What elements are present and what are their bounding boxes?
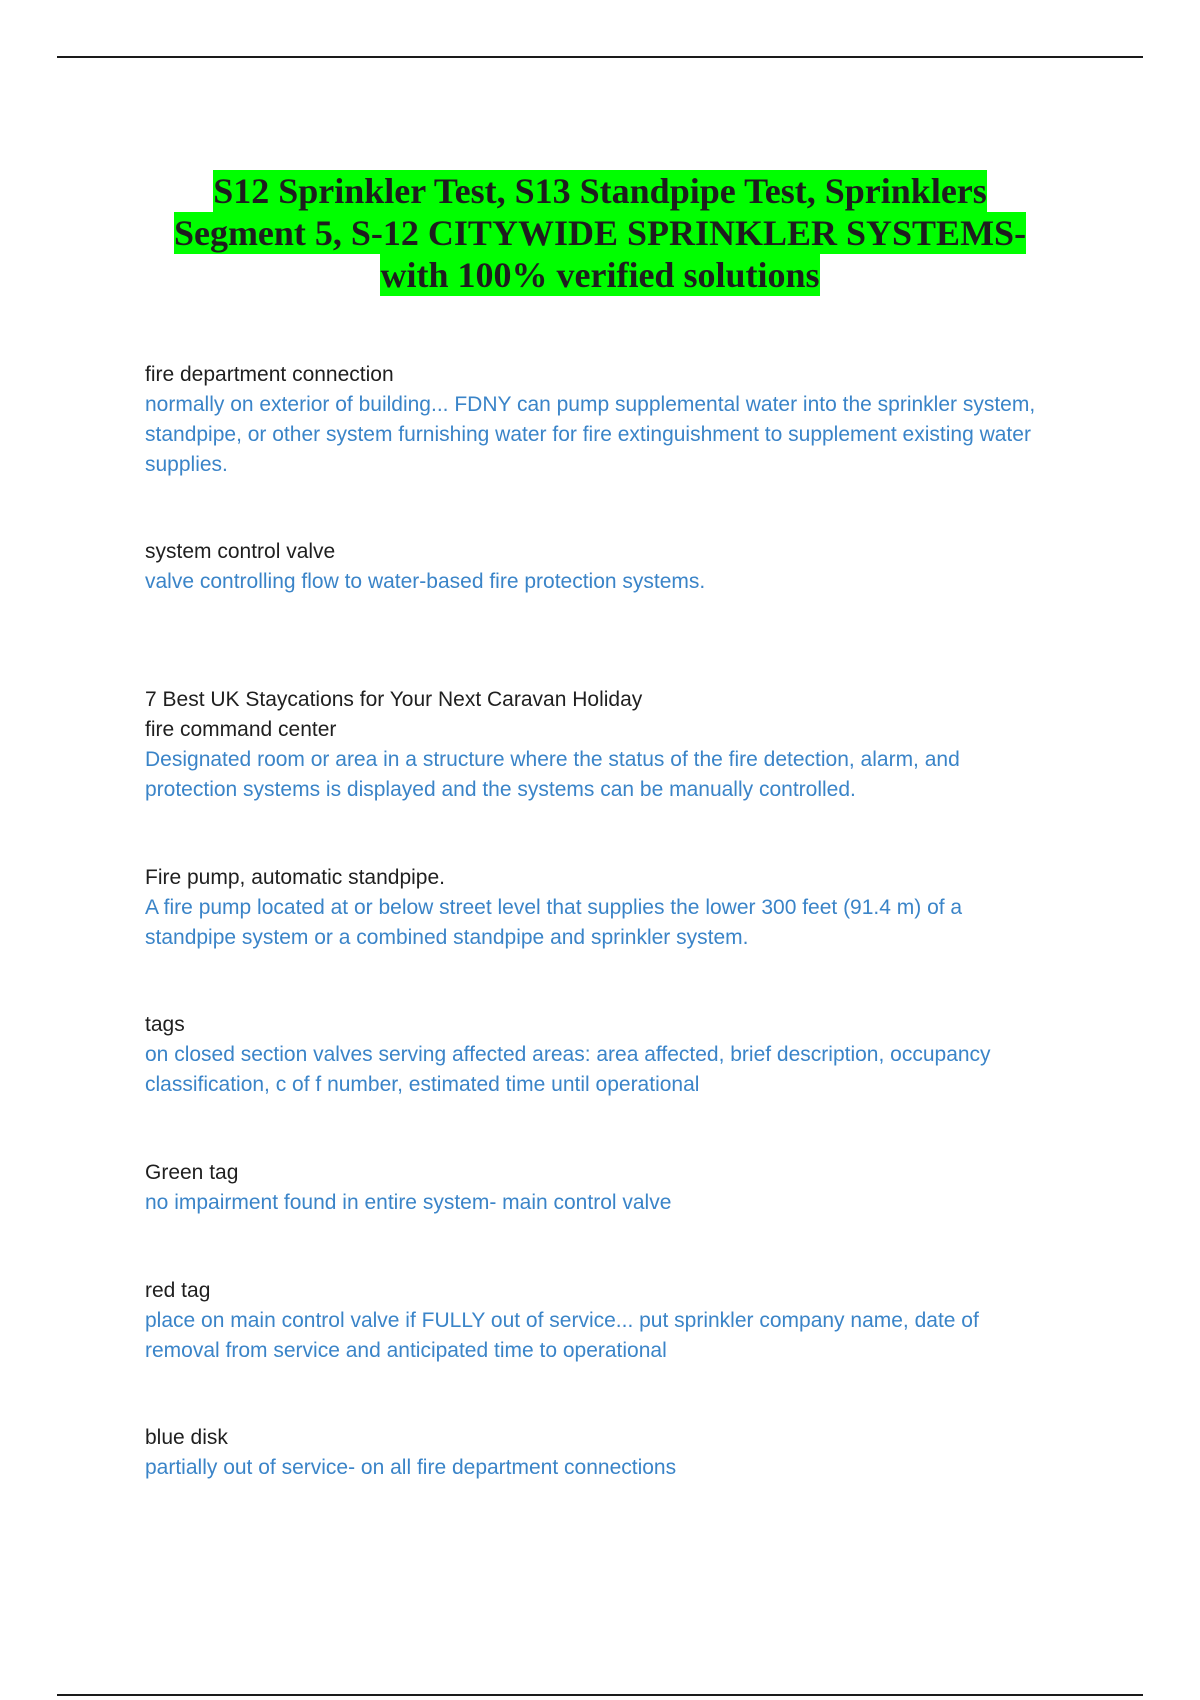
flashcard-definition: partially out of service- on all fire department connections xyxy=(145,1456,677,1479)
flashcard-item xyxy=(145,1158,1045,1218)
title-line-2: Segment 5, S-12 CITYWIDE SPRINKLER SYSTEMS- xyxy=(173,213,1027,253)
flashcard-definition: A fire pump located at or below street level that supplies the lower 300 feet (91.4 m) of a standpipe system or a combined standpipe and sprinkler system. xyxy=(145,896,963,949)
flashcard-definition: no impairment found in entire system- main control valve xyxy=(145,1191,672,1214)
flashcard-term: system control valve xyxy=(145,540,336,563)
document-title xyxy=(120,170,1080,296)
flashcard-term: Green tag xyxy=(145,1161,239,1184)
top-rule xyxy=(57,56,1143,58)
flashcard-item xyxy=(145,537,1045,597)
flashcard-item xyxy=(145,360,1045,480)
flashcard-item xyxy=(145,1423,1045,1483)
flashcard-pre-text: 7 Best UK Staycations for Your Next Caravan Holiday xyxy=(145,688,643,711)
flashcard-definition: valve controlling flow to water-based fire protection systems. xyxy=(145,570,706,593)
flashcard-term: fire department connection xyxy=(145,363,394,386)
flashcard-definition: Designated room or area in a structure where the status of the fire detection, alarm, and protection systems is displayed and the systems can be manually controlled. xyxy=(145,748,960,801)
flashcard-definition: on closed section valves serving affected areas: area affected, brief description, occupancy classification, c of f number, estimated time until operational xyxy=(145,1043,991,1096)
flashcard-item xyxy=(145,1276,1045,1366)
flashcard-item xyxy=(145,685,1045,805)
flashcard-item xyxy=(145,863,1045,953)
flashcard-term: tags xyxy=(145,1013,185,1036)
flashcard-term: fire command center xyxy=(145,718,337,741)
flashcard-term: Fire pump, automatic standpipe. xyxy=(145,866,445,889)
bottom-rule xyxy=(57,1694,1143,1696)
flashcard-item xyxy=(145,1010,1045,1100)
title-line-3: with 100% verified solutions xyxy=(380,255,820,295)
flashcard-term: blue disk xyxy=(145,1426,228,1449)
flashcard-definition: place on main control valve if FULLY out of service... put sprinkler company name, date of removal from service and anticipated time to operational xyxy=(145,1309,979,1362)
flashcard-definition: normally on exterior of building... FDNY can pump supplemental water into the sprinkler system, standpipe, or other system furnishing water for fire extinguishment to supplement existing water supplies. xyxy=(145,393,1036,476)
flashcard-term: red tag xyxy=(145,1279,211,1302)
title-line-1: S12 Sprinkler Test, S13 Standpipe Test, Sprinklers xyxy=(213,171,987,211)
